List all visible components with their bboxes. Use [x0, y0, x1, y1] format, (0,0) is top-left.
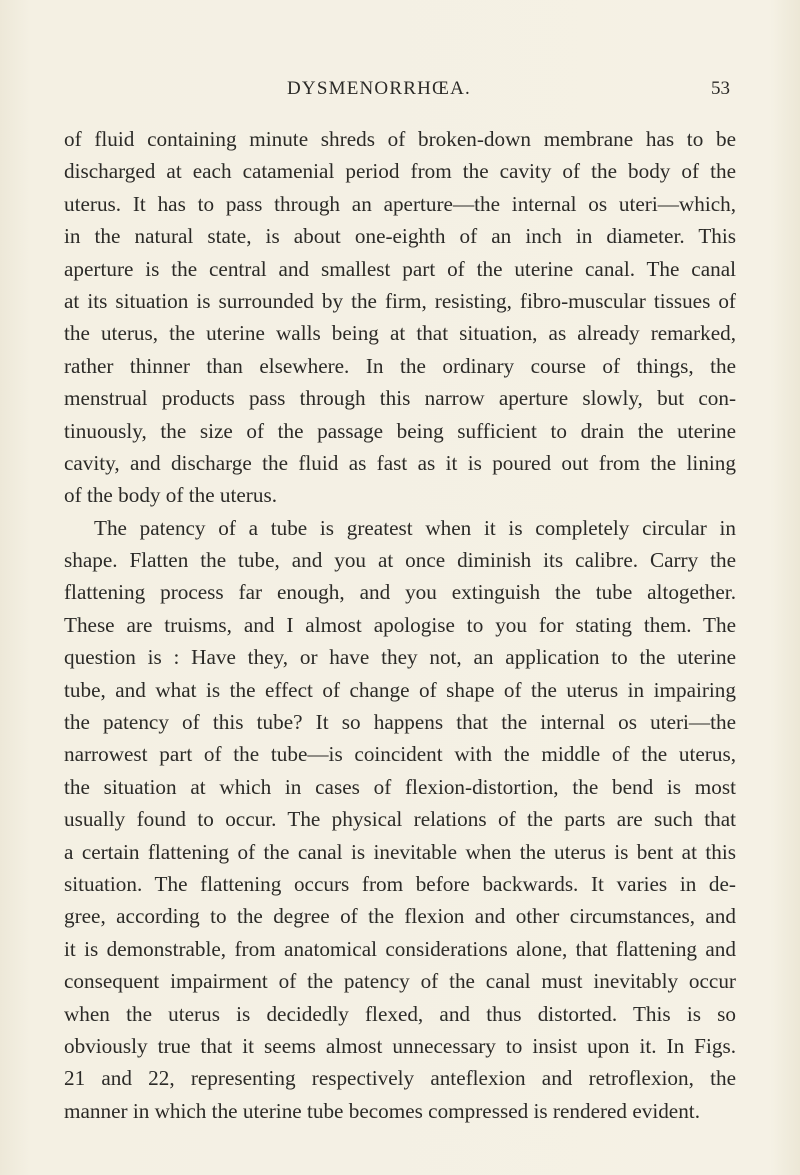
text-line: discharged at each catamenial period from the cavity of the body of the	[64, 159, 736, 184]
text-line: tinuously, the size of the passage being sufficient to drain the uterine	[64, 418, 736, 443]
text-line: cavity, and discharge the fluid as fast as it is poured out from the lining	[64, 450, 736, 475]
text-line: the uterus, the uterine walls being at that situation, as already remarked,	[64, 321, 736, 346]
text-line: aperture is the central and smallest part of the uterine canal. The canal	[64, 256, 736, 281]
text-line: tube, and what is the effect of change of shape of the uterus in impairing	[64, 677, 736, 702]
text-line: it is demonstrable, from anatomical considerations alone, that flattening and	[64, 936, 736, 961]
text-line: consequent impairment of the patency of the canal must inevitably occur	[64, 969, 736, 994]
text-line: manner in which the uterine tube becomes compressed is rendered evident.	[64, 1098, 700, 1123]
running-head	[0, 78, 800, 104]
text-line: 21 and 22, representing respectively anteflexion and retroflexion, the	[64, 1066, 736, 1091]
text-line: obviously true that it seems almost unnecessary to insist upon it. In Figs.	[64, 1033, 736, 1058]
text-line: uterus. It has to pass through an aperture—the internal os uteri—which,	[64, 191, 736, 216]
text-line: the patency of this tube? It so happens that the internal os uteri—the	[64, 710, 736, 735]
text-line: the situation at which in cases of flexion-distortion, the bend is most	[64, 774, 736, 799]
text-line: question is : Have they, or have they not, an application to the uterine	[64, 645, 736, 670]
page-number: 53	[711, 78, 730, 99]
text-line: shape. Flatten the tube, and you at once diminish its calibre. Carry the	[64, 548, 736, 573]
text-line: menstrual products pass through this narrow aperture slowly, but con-	[64, 386, 736, 411]
text-line: in the natural state, is about one-eighth of an inch in diameter. This	[64, 224, 736, 249]
text-line: usually found to occur. The physical relations of the parts are such that	[64, 807, 736, 832]
text-line: flattening process far enough, and you extinguish the tube altogether.	[64, 580, 736, 605]
text-line: of fluid containing minute shreds of broken-down membrane has to be	[64, 127, 736, 151]
text-line: The patency of a tube is greatest when it is completely circular in	[94, 515, 736, 540]
text-line: a certain flattening of the canal is inevitable when the uterus is bent at this	[64, 839, 736, 864]
text-line: when the uterus is decidedly flexed, and thus distorted. This is so	[64, 1001, 736, 1026]
running-title: DYSMENORRHŒA.	[287, 78, 471, 99]
text-line: These are truisms, and I almost apologise to you for stating them. The	[64, 612, 736, 637]
text-line: narrowest part of the tube—is coincident with the middle of the uterus,	[64, 742, 736, 767]
text-line: of the body of the uterus.	[64, 483, 278, 508]
body-text	[64, 123, 736, 1127]
text-line: at its situation is surrounded by the firm, resisting, fibro-muscular tissues of	[64, 288, 736, 313]
text-line: situation. The flattening occurs from before backwards. It varies in de-	[64, 871, 736, 896]
text-line: gree, according to the degree of the flexion and other circumstances, and	[64, 904, 736, 929]
text-line: rather thinner than elsewhere. In the ordinary course of things, the	[64, 353, 736, 378]
